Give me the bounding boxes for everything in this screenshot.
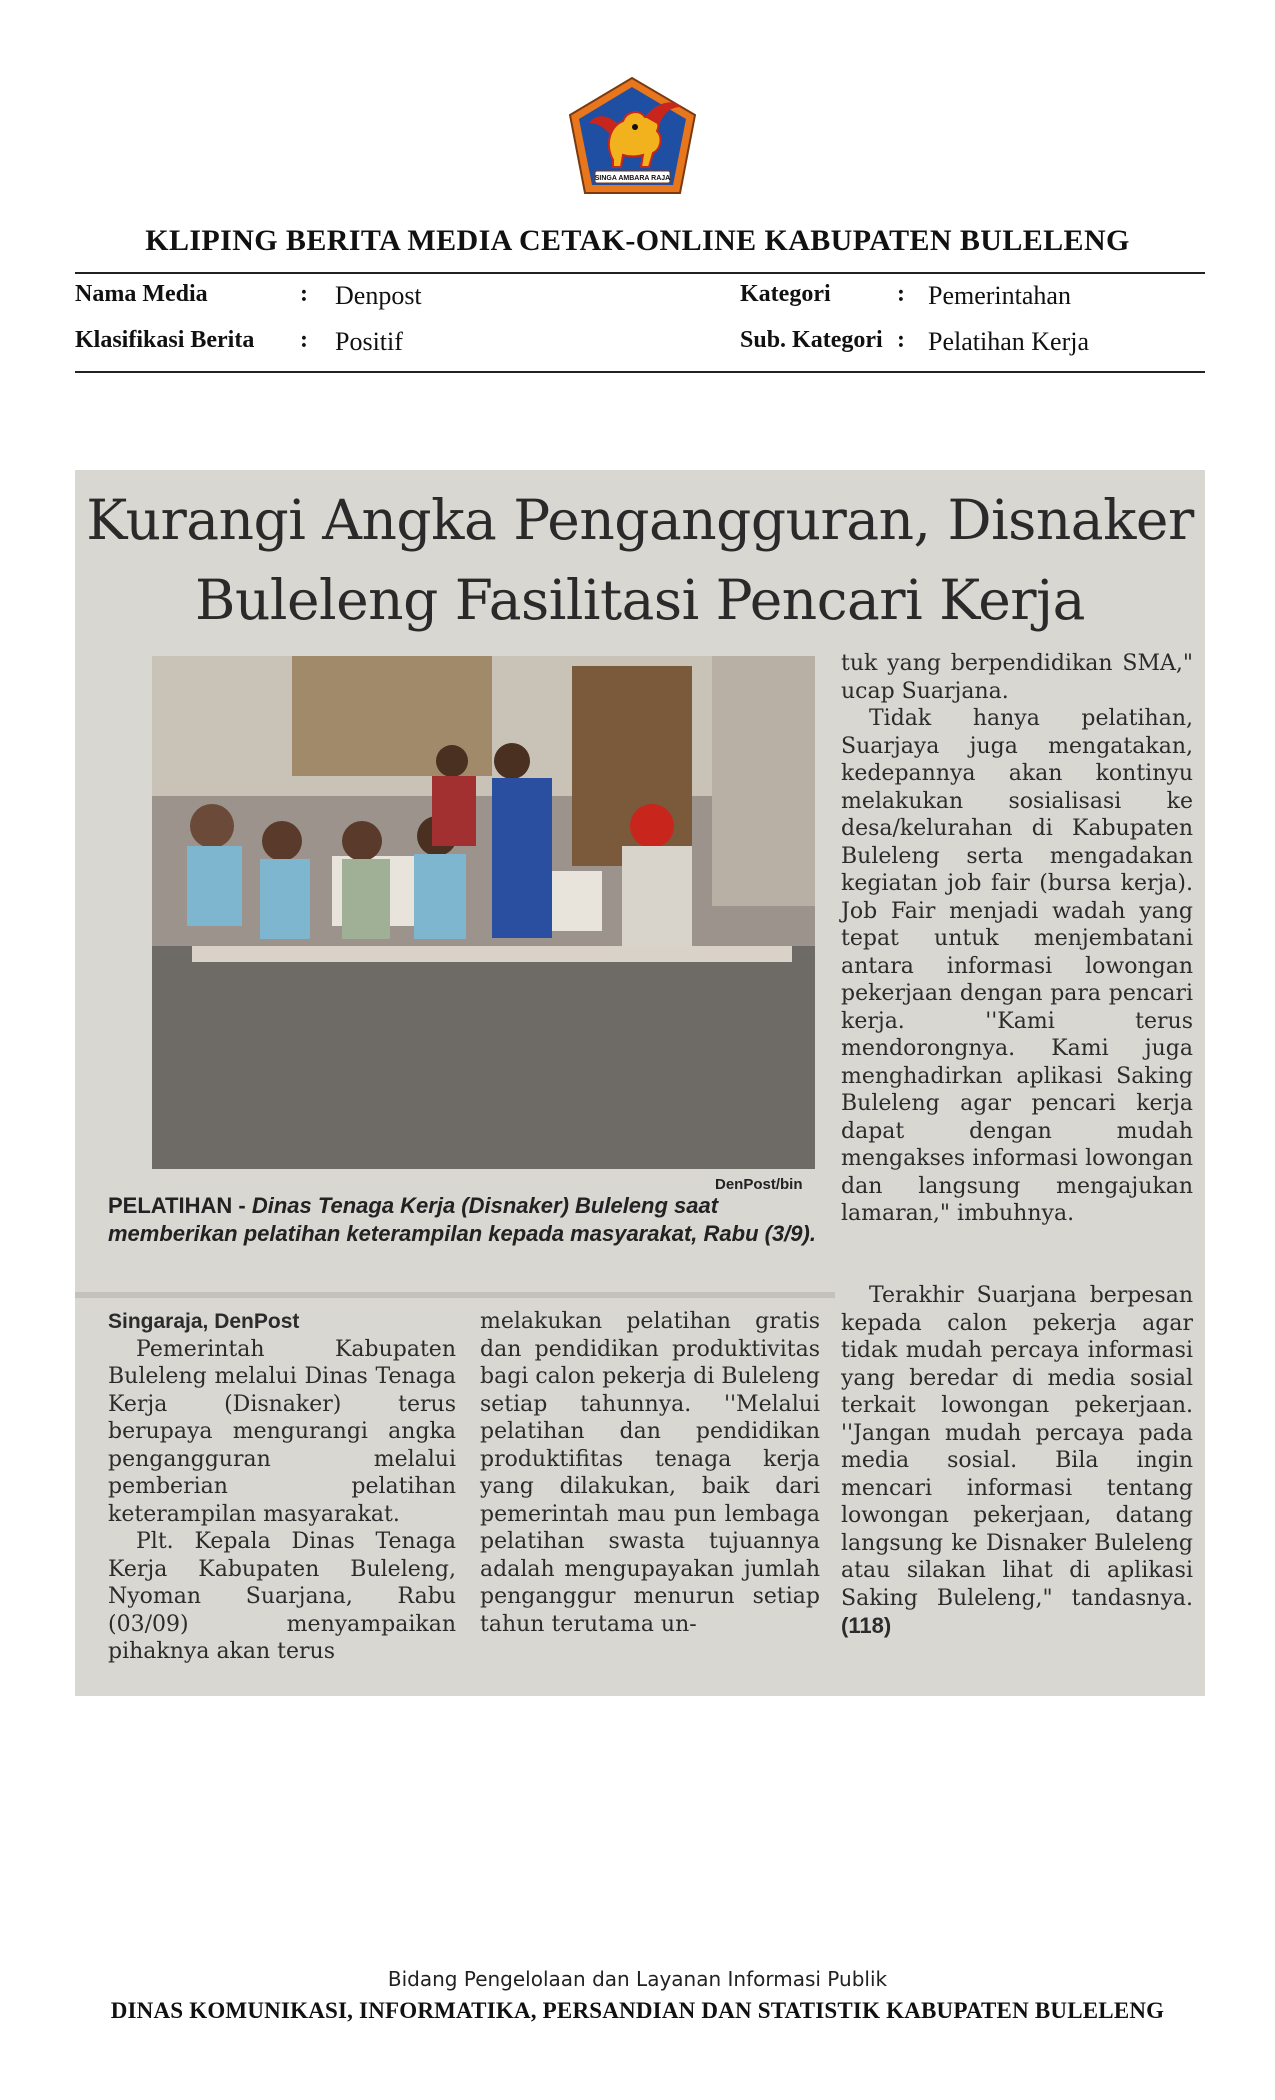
photo-caption [108, 1192, 820, 1248]
classification-colon: : [300, 327, 308, 353]
subcategory-value: Pelatihan Kerja [928, 327, 1089, 356]
paragraph: Pemerintah Kabupaten Buleleng melalui Dinas Tenaga Kerja (Disnaker) terus berupaya mengurangi angka pengangguran melalui pemberian pelatihan keterampilan masyarakat. [108, 1336, 456, 1527]
media-colon: : [300, 281, 308, 307]
category-label: Kategori [740, 281, 831, 307]
subcategory-label: Sub. Kategori [740, 327, 883, 353]
article-column-1 [108, 1308, 456, 1666]
footer-agency: DINAS KOMUNIKASI, INFORMATIKA, PERSANDIAN DAN STATISTIK KABUPATEN BULELENG [110, 1998, 1165, 2023]
article-column-3-continued [841, 1282, 1193, 1641]
dateline: Singaraja, DenPost [108, 1310, 300, 1333]
article-column-2 [480, 1308, 820, 1638]
author-signature: (118) [841, 1613, 892, 1638]
bottom-divider [75, 371, 1205, 373]
media-value: Denpost [335, 281, 422, 310]
article-photo [152, 656, 815, 1169]
category-value: Pemerintahan [928, 281, 1071, 310]
category-colon: : [897, 281, 905, 307]
paragraph: tuk yang berpendidikan SMA," ucap Suarjana. [841, 651, 1193, 704]
classification-label: Klasifikasi Berita [75, 327, 255, 353]
caption-kicker: PELATIHAN - [108, 1193, 246, 1218]
singa-ambara-raja-crest-icon [565, 75, 700, 200]
caption-text: Dinas Tenaga Kerja (Disnaker) Buleleng saat memberikan pelatihan keterampilan kepada masyarakat, Rabu (3/9). [108, 1193, 816, 1246]
photo-credit: DenPost/bin [715, 1176, 803, 1193]
paragraph: Plt. Kepala Dinas Tenaga Kerja Kabupaten Buleleng, Nyoman Suarjana, Rabu (03/09) menyampaikan pihaknya akan terus [108, 1529, 456, 1664]
paragraph: melakukan pelatihan gratis dan pendidikan produktivitas bagi calon pekerja di Buleleng setiap tahunnya. ''Melalui pelatihan dan pendidikan produktifitas tenaga kerja yang dilakukan, baik dari pemerintah mau pun lembaga pelatihan swasta tujuannya adalah mengupayakan jumlah penganggur menurun setiap tahun terutama un- [480, 1309, 820, 1637]
top-divider [75, 272, 1205, 274]
footer-division: Bidang Pengelolaan dan Layanan Informasi Publik [387, 1967, 888, 1991]
media-label: Nama Media [75, 281, 208, 307]
column-separator [75, 1292, 835, 1298]
news-clipping [75, 470, 1205, 1696]
headline-line-1: Kurangi Angka Pengangguran, Disnaker [86, 488, 1194, 552]
paragraph: Tidak hanya pelatihan, Suarjaya juga mengatakan, kedepannya akan kontinyu melakukan sosialisasi ke desa/kelurahan di Kabupaten Buleleng serta mengadakan kegiatan job fair (bursa kerja). Job Fair menjadi wadah yang tepat untuk menjembatani antara informasi lowongan pekerjaan dengan para pencari kerja. ''Kami terus mendorongnya. Kami juga menghadirkan aplikasi Saking Buleleng agar pencari kerja dapat dengan mudah mengakses informasi lowongan dan langsung mengajukan lamaran," imbuhnya. [841, 706, 1193, 1226]
document-title: KLIPING BERITA MEDIA CETAK-ONLINE KABUPATEN BULELENG [145, 224, 1130, 257]
paragraph-text: Terakhir Suarjana berpesan kepada calon pekerja agar tidak mudah percaya informasi yang beredar di media sosial terkait lowongan pekerjaan. ''Jangan mudah percaya pada media sosial. Bila ingin mencari informasi tentang lowongan pekerjaan, datang langsung ke Disnaker Buleleng atau silakan lihat di aplikasi Saking Buleleng," tandasnya. [841, 1283, 1193, 1611]
paragraph [841, 1282, 1193, 1641]
headline-line-2: Buleleng Fasilitasi Pencari Kerja [195, 568, 1085, 632]
classification-value: Positif [335, 327, 403, 356]
logo-motto-text: SINGA AMBARA RAJA [594, 175, 671, 182]
subcategory-colon: : [897, 327, 905, 353]
article-column-3 [841, 650, 1193, 1228]
